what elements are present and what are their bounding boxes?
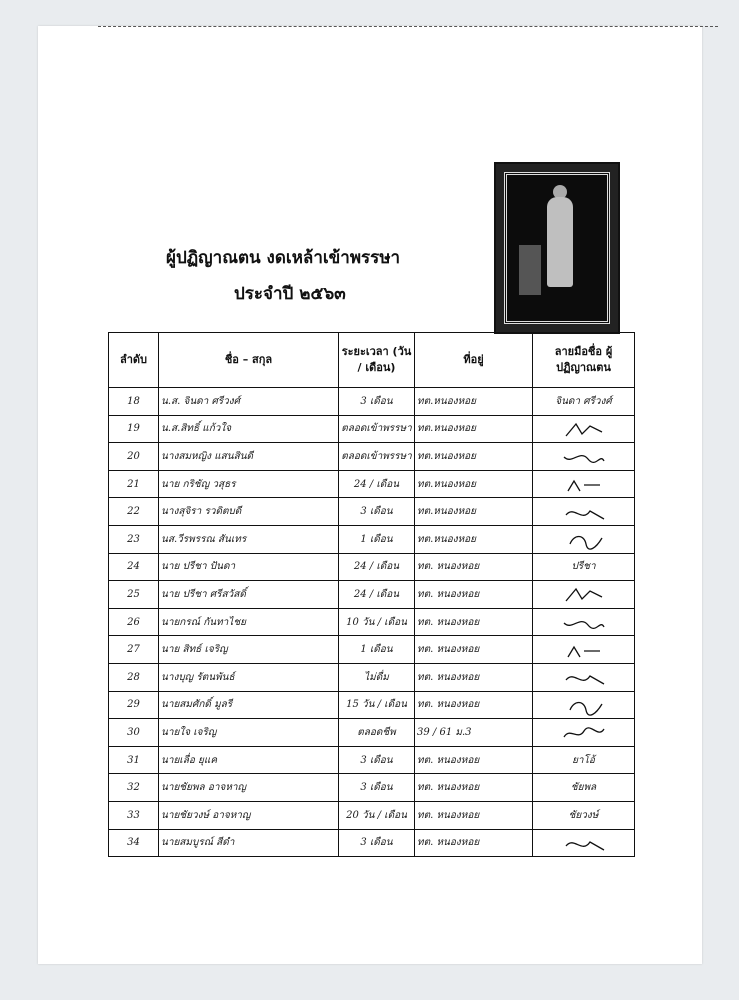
signature-stroke [564, 456, 604, 463]
row-number: 33 [109, 801, 159, 829]
row-number: 25 [109, 581, 159, 609]
row-signature [533, 470, 635, 498]
row-number: 18 [109, 388, 159, 416]
signature-stroke [566, 424, 602, 436]
row-number: 19 [109, 415, 159, 443]
row-address: ทต. หนองหอย [415, 691, 533, 719]
row-number: 26 [109, 608, 159, 636]
signature-stroke [568, 647, 600, 657]
signature-stroke [570, 702, 602, 715]
row-signature [533, 388, 635, 416]
table-row [109, 636, 635, 664]
row-address: ทต. หนองหอย [415, 581, 533, 609]
header-signature: ลายมือชื่อ ผู้ปฏิญาณตน [533, 333, 635, 388]
row-address: ทต. หนองหอย [415, 829, 533, 857]
table-row [109, 498, 635, 526]
handwritten-signature-mark [560, 420, 608, 440]
row-signature [533, 663, 635, 691]
row-duration: 1 เดือน [339, 525, 415, 553]
top-border-line [98, 26, 718, 27]
row-address: ทต. หนองหอย [415, 553, 533, 581]
handwritten-signature-mark [560, 613, 608, 633]
row-duration: 10 วัน / เดือน [339, 608, 415, 636]
handwritten-signature-mark [560, 723, 608, 743]
row-name: นายชัยพล อาจหาญ [159, 774, 339, 802]
signature-stroke [570, 537, 602, 550]
signature-text: ชัยวงษ์ [568, 809, 599, 821]
row-name: นางบุญ รัตนพันธ์ [159, 663, 339, 691]
header-address: ที่อยู่ [415, 333, 533, 388]
row-duration: 1 เดือน [339, 636, 415, 664]
table-row [109, 581, 635, 609]
row-duration: ไม่ดื่ม [339, 663, 415, 691]
row-signature [533, 498, 635, 526]
row-signature [533, 636, 635, 664]
portrait-figure-shape [547, 197, 573, 287]
row-signature [533, 581, 635, 609]
row-number: 28 [109, 663, 159, 691]
signature-stroke [566, 511, 604, 519]
row-address: ทต.หนองหอย [415, 525, 533, 553]
signature-stroke [566, 676, 604, 684]
signature-stroke [564, 622, 604, 629]
row-address: ทต. หนองหอย [415, 801, 533, 829]
pledge-roster-table [108, 332, 635, 857]
row-address: ทต.หนองหอย [415, 498, 533, 526]
table-row [109, 415, 635, 443]
row-number: 32 [109, 774, 159, 802]
row-number: 21 [109, 470, 159, 498]
row-signature [533, 415, 635, 443]
row-name: นายสมบูรณ์ สีดำ [159, 829, 339, 857]
table-header-row [109, 333, 635, 388]
signature-stroke [566, 842, 604, 850]
row-signature [533, 829, 635, 857]
document-title: ผู้ปฏิญาณตน งดเหล้าเข้าพรรษา [166, 248, 401, 268]
portrait-inner-frame [504, 172, 610, 324]
signature-stroke [568, 481, 600, 491]
row-number: 31 [109, 746, 159, 774]
signature-text: ยาโอ้ [572, 754, 595, 766]
row-duration: 24 / เดือน [339, 470, 415, 498]
row-name: นายสมศักดิ์ มูลรี [159, 691, 339, 719]
table-body [109, 388, 635, 857]
portrait-chair-shape [519, 245, 541, 295]
table-row [109, 774, 635, 802]
row-address: ทต. หนองหอย [415, 608, 533, 636]
signature-text: ปรีชา [571, 561, 596, 573]
row-address: ทต.หนองหอย [415, 388, 533, 416]
row-duration: 3 เดือน [339, 746, 415, 774]
row-number: 20 [109, 443, 159, 471]
row-address: ทต. หนองหอย [415, 636, 533, 664]
handwritten-signature-mark [560, 585, 608, 605]
row-signature [533, 443, 635, 471]
row-address: ทต. หนองหอย [415, 663, 533, 691]
row-duration: 3 เดือน [339, 829, 415, 857]
table-row [109, 553, 635, 581]
row-duration: ตลอดเข้าพรรษา [339, 443, 415, 471]
signature-text: ชัยพล [570, 782, 597, 794]
handwritten-signature-mark [560, 668, 608, 688]
row-duration: 24 / เดือน [339, 581, 415, 609]
row-signature [533, 608, 635, 636]
header-no: ลำดับ [109, 333, 159, 388]
row-name: นายกรณ์ กันทาไชย [159, 608, 339, 636]
row-name: น.ส. จินดา ศรีวงศ์ [159, 388, 339, 416]
row-number: 23 [109, 525, 159, 553]
row-address: ทต. หนองหอย [415, 746, 533, 774]
row-number: 27 [109, 636, 159, 664]
table-row [109, 691, 635, 719]
row-duration: 24 / เดือน [339, 553, 415, 581]
row-number: 22 [109, 498, 159, 526]
row-name: นาย กริชัญ วสุธร [159, 470, 339, 498]
handwritten-signature-mark [560, 503, 608, 523]
row-number: 24 [109, 553, 159, 581]
handwritten-signature-mark [560, 447, 608, 467]
handwritten-signature-mark [560, 530, 608, 550]
row-signature [533, 774, 635, 802]
row-number: 34 [109, 829, 159, 857]
row-duration: ตลอดชีพ [339, 719, 415, 747]
handwritten-signature-mark [560, 834, 608, 854]
table-row [109, 719, 635, 747]
table-row [109, 746, 635, 774]
row-name: นายชัยวงษ์ อาจหาญ [159, 801, 339, 829]
row-name: นางสุจิรา รวดิตบดี [159, 498, 339, 526]
row-name: นาย ปรีชา ปันดา [159, 553, 339, 581]
row-name: นายเลื่อ ยุแค [159, 746, 339, 774]
row-duration: 20 วัน / เดือน [339, 801, 415, 829]
row-name: นายใจ เจริญ [159, 719, 339, 747]
row-signature [533, 801, 635, 829]
row-name: นาย ปรีชา ศรีสวัสดิ์ [159, 581, 339, 609]
table-row [109, 829, 635, 857]
row-signature [533, 746, 635, 774]
row-duration: 3 เดือน [339, 388, 415, 416]
header-duration: ระยะเวลา (วัน / เดือน) [339, 333, 415, 388]
handwritten-signature-mark [560, 696, 608, 716]
header-name: ชื่อ – สกุล [159, 333, 339, 388]
row-duration: ตลอดเข้าพรรษา [339, 415, 415, 443]
signature-stroke [564, 728, 604, 737]
row-number: 30 [109, 719, 159, 747]
document-page [38, 26, 702, 964]
table-row [109, 608, 635, 636]
table-row [109, 663, 635, 691]
handwritten-signature-mark [560, 641, 608, 661]
row-signature [533, 525, 635, 553]
row-name: นส.วีรพรรณ สันเทร [159, 525, 339, 553]
row-address: ทต.หนองหอย [415, 443, 533, 471]
row-name: นางสมหญิง แสนสินดี [159, 443, 339, 471]
framed-portrait-image [494, 162, 620, 334]
row-address: 39 / 61 ม.3 [415, 719, 533, 747]
handwritten-signature-mark [560, 475, 608, 495]
signature-text: จินดา ศรีวงศ์ [555, 395, 612, 407]
table-row [109, 443, 635, 471]
signature-stroke [566, 589, 602, 601]
row-name: นาย สิทธ์ เจริญ [159, 636, 339, 664]
row-duration: 15 วัน / เดือน [339, 691, 415, 719]
row-address: ทต.หนองหอย [415, 470, 533, 498]
row-duration: 3 เดือน [339, 774, 415, 802]
table-row [109, 388, 635, 416]
table-row [109, 525, 635, 553]
row-signature [533, 691, 635, 719]
document-subtitle: ประจำปี ๒๕๖๓ [234, 284, 346, 304]
row-duration: 3 เดือน [339, 498, 415, 526]
row-signature [533, 719, 635, 747]
row-address: ทต.หนองหอย [415, 415, 533, 443]
table-row [109, 801, 635, 829]
row-number: 29 [109, 691, 159, 719]
row-address: ทต. หนองหอย [415, 774, 533, 802]
row-name: น.ส.สิทธิ์ แก้วใจ [159, 415, 339, 443]
row-signature [533, 553, 635, 581]
table-row [109, 470, 635, 498]
